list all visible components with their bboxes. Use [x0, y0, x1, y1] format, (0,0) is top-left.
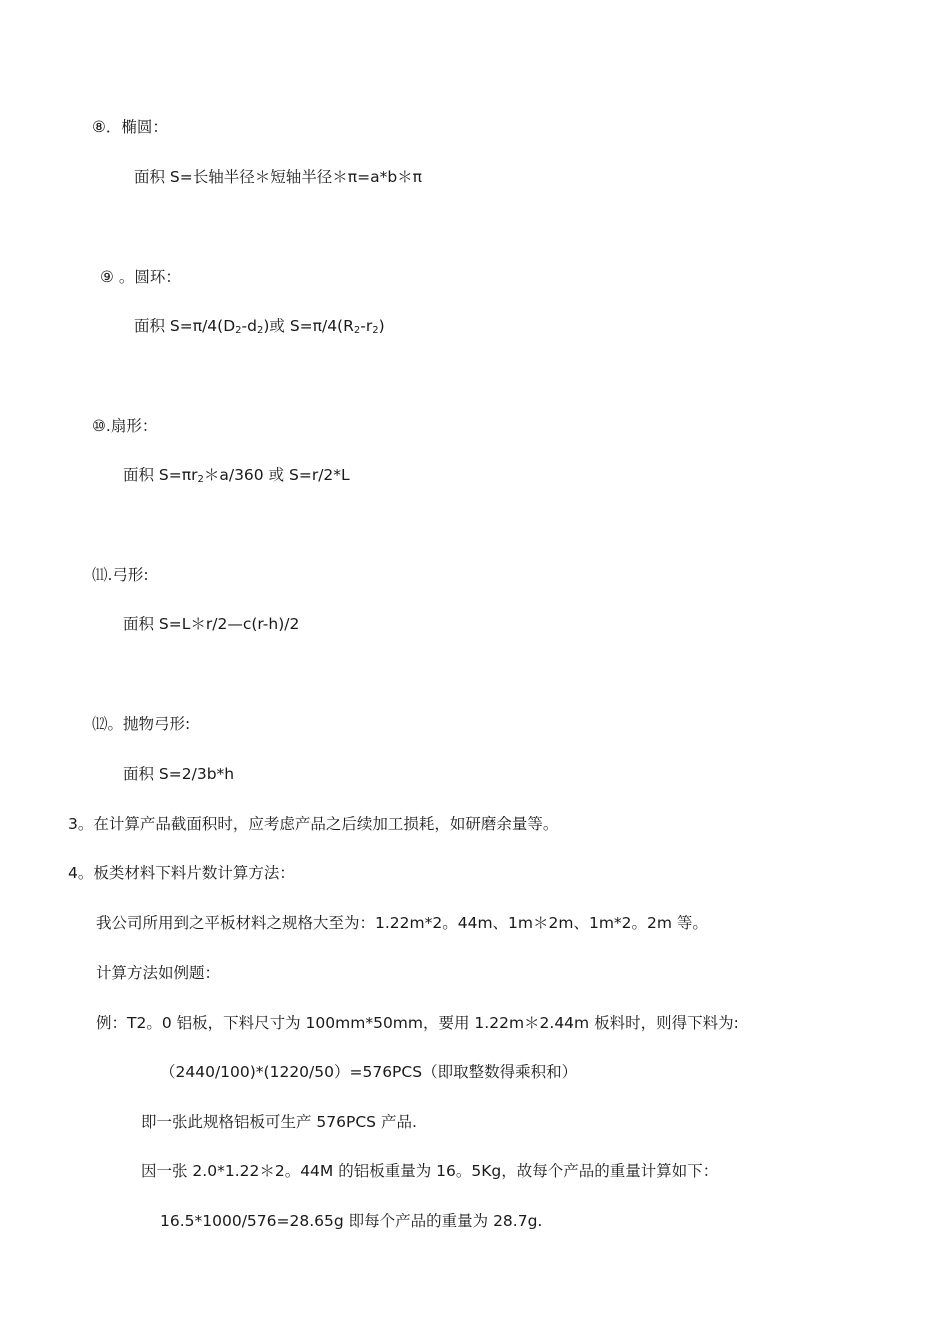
spec-text: 我公司所用到之平板材料之规格大至为：1.22m*2。44m、1m＊2m、1m*2。2m 等。	[96, 914, 708, 932]
paragraph-4: 4。板类材料下料片数计算方法：	[68, 864, 295, 882]
paragraph-3: 3。在计算产品截面积时，应考虑产品之后续加工损耗，如研磨余量等。	[68, 815, 559, 833]
sector-heading: ⑩.扇形：	[92, 417, 158, 435]
parabolic-formula: 面积 S=2/3b*h	[123, 765, 235, 783]
annulus-heading: ⑨ 。圆环：	[100, 268, 181, 286]
ellipse-heading: ⑧．椭圆：	[92, 118, 168, 136]
segment-heading: ⑾.弓形:	[92, 566, 149, 584]
parabolic-heading: ⑿。抛物弓形:	[92, 715, 191, 733]
annulus-formula: 面积 $S=\pi/4(D_2-d_2)$或 $S=\pi/4(R_2-r_2)$	[134, 317, 385, 336]
calc-text: （2440/100)*(1220/50）=576PCS（即取整数得乘积和）	[160, 1063, 578, 1081]
method-text: 计算方法如例题：	[96, 964, 221, 982]
result-text: 即一张此规格铝板可生产 576PCS 产品.	[141, 1113, 417, 1131]
sector-formula: 面积 $S=\pi r_2*a/360$ 或 S=r/2*L	[123, 466, 350, 485]
final-text: 16.5*1000/576=28.65g 即每个产品的重量为 28.7g.	[160, 1212, 543, 1230]
ellipse-formula: 面积 S=长轴半径＊短轴半径＊π=a*b＊π	[134, 168, 422, 186]
weight-text: 因一张 2.0*1.22＊2。44M 的铝板重量为 16。5Kg，故每个产品的重量计算如下：	[141, 1162, 719, 1180]
example-text: 例：T2。0 铝板，下料尺寸为 100mm*50mm，要用 1.22m＊2.44m 板料时，则得下料为:	[96, 1014, 739, 1032]
segment-formula: 面积 S=L＊r/2—c(r-h)/2	[123, 615, 300, 633]
